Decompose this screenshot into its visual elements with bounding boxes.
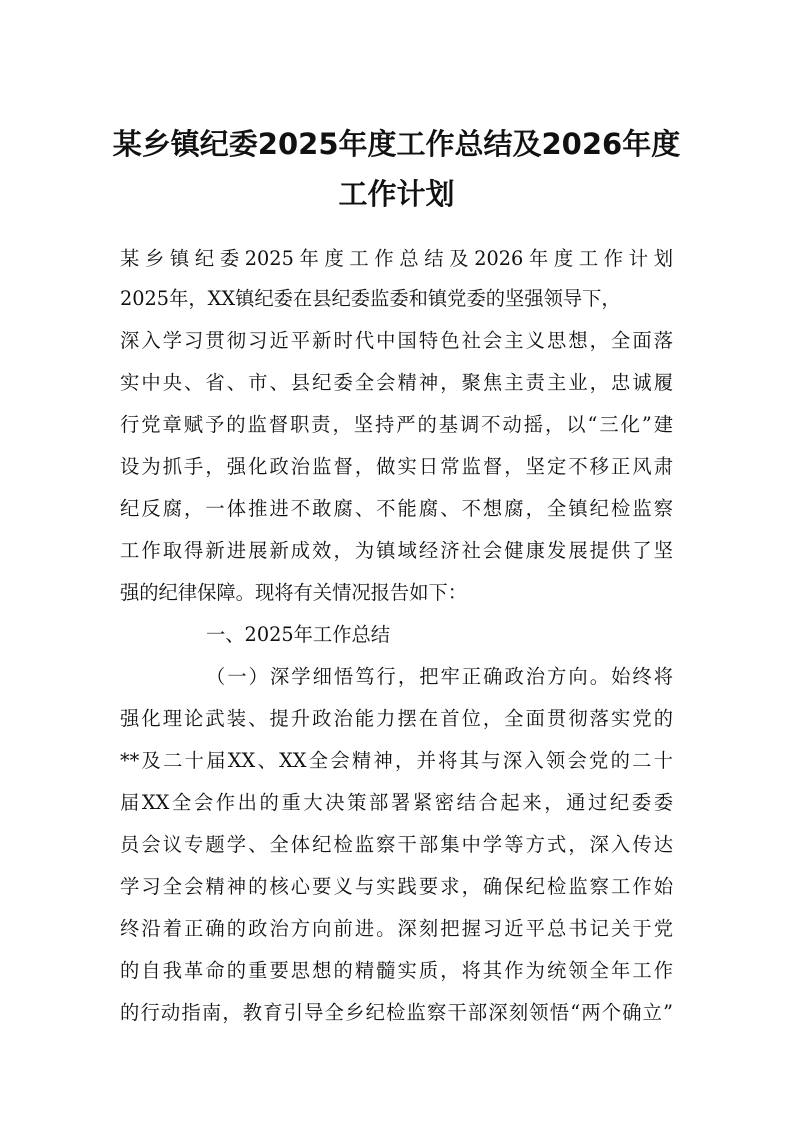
body-line-15: 员会议专题学、全体纪检监察干部集中学等方式，深入传达 [120,833,673,856]
body-line-13: **及二十届XX、XX全会精神，并将其与深入领会党的二十 [120,749,673,772]
body-line-3: 深入学习贯彻习近平新时代中国特色社会主义思想，全面落 [120,329,673,352]
body-line-6: 设为抓手，强化政治监督，做实日常监督，坚定不移正风肃 [120,455,673,478]
body-line-12: 强化理论武装、提升政治能力摆在首位，全面贯彻落实党的 [120,707,673,730]
body-line-19: 的行动指南，教育引导全乡纪检监察干部深刻领悟“两个确立” [120,1001,673,1024]
body-line-1: 某乡镇纪委2025年度工作总结及2026年度工作计划 [120,247,673,270]
body-line-9: 强的纪律保障。现将有关情况报告如下： [120,581,468,604]
section-heading: 一、2025年工作总结 [206,623,391,646]
body-line-11: （一）深学细悟笃行，把牢正确政治方向。始终将 [206,665,673,688]
document-title-line-1: 某乡镇纪委2025年度工作总结及2026年度 [112,127,681,161]
body-line-14: 届XX全会作出的重大决策部署紧密结合起来，通过纪委委 [120,791,673,814]
body-line-7: 纪反腐，一体推进不敢腐、不能腐、不想腐，全镇纪检监察 [120,497,673,520]
body-line-5: 行党章赋予的监督职责，坚持严的基调不动摇，以“三化”建 [120,413,673,436]
body-line-2: 2025年，XX镇纪委在县纪委监委和镇党委的坚强领导下， [120,287,621,310]
body-line-18: 的自我革命的重要思想的精髓实质，将其作为统领全年工作 [120,959,673,982]
body-line-4: 实中央、省、市、县纪委全会精神，聚焦主责主业，忠诚履 [120,371,673,394]
document-title-line-2: 工作计划 [338,177,455,211]
body-line-16: 学习全会精神的核心要义与实践要求，确保纪检监察工作始 [120,875,673,898]
body-line-17: 终沿着正确的政治方向前进。深刻把握习近平总书记关于党 [120,917,673,940]
body-line-8: 工作取得新进展新成效，为镇域经济社会健康发展提供了坚 [120,539,673,562]
